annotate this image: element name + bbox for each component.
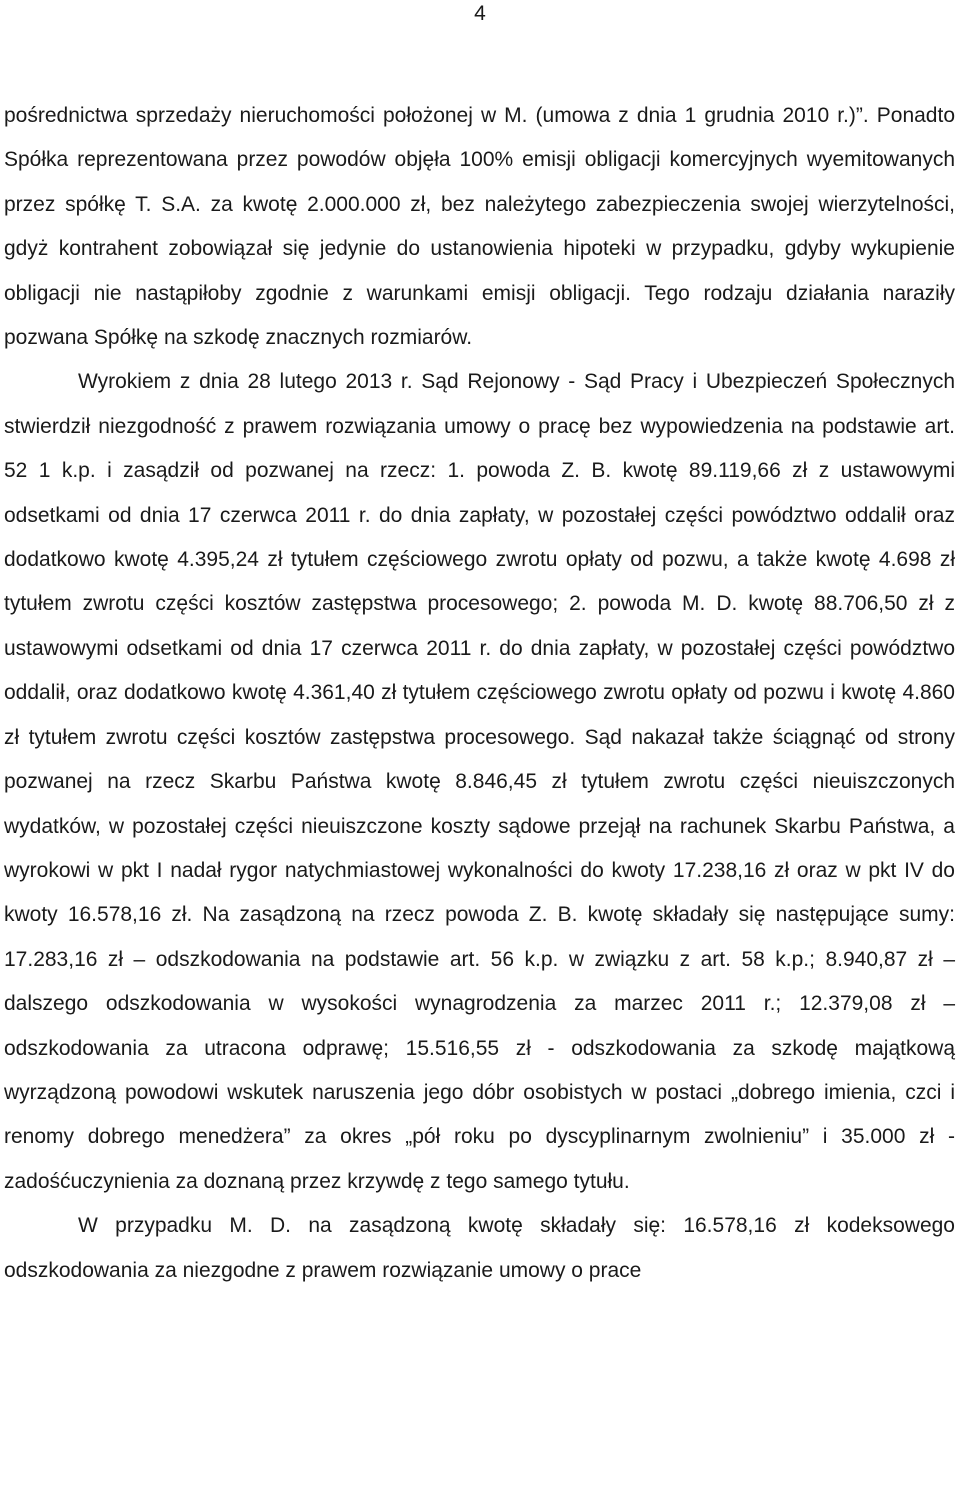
paragraph-judgment: Wyrokiem z dnia 28 lutego 2013 r. Sąd Rejonowy - Sąd Pracy i Ubezpieczeń Społecznych stwierdził niezgodność z prawem rozwiązania umowy o pracę bez wypowiedzenia na podstawie art. 52 1 k.p. i zasądził od pozwanej na rzecz: 1. powoda Z. B. kwotę 89.119,66 zł z ustawowymi odsetkami od dnia 17 czerwca 2011 r. do dnia zapłaty, w pozostałej części powództwo oddalił oraz dodatkowo kwotę 4.395,24 zł tytułem częściowego zwrotu opłaty od pozwu, a także kwotę 4.698 zł tytułem zwrotu części kosztów zastępstwa procesowego; 2. powoda M. D. kwotę 88.706,50 zł z ustawowymi odsetkami od dnia 17 czerwca 2011 r. do dnia zapłaty, w pozostałej części powództwo oddalił, oraz dodatkowo kwotę 4.361,40 zł tytułem częściowego zwrotu opłaty od pozwu i kwotę 4.860 zł tytułem zwrotu części kosztów zastępstwa procesowego. Sąd nakazał także ściągnąć od strony pozwanej na rzecz Skarbu Państwa kwotę 8.846,45 zł tytułem zwrotu części nieuiszczonych wydatków, w pozostałej części nieuiszczone koszty sądowe przejął na rachunek Skarbu Państwa, a wyrokowi w pkt I nadał rygor natychmiastowej wykonalności do kwoty 17.238,16 zł oraz w pkt IV do kwoty 16.578,16 zł. Na zasądzoną na rzecz powoda Z. B. kwotę składały się następujące sumy: 17.283,16 zł – odszkodowania na podstawie art. 56 k.p. w związku z art. 58 k.p.; 8.940,87 zł – dalszego odszkodowania w wysokości wynagrodzenia za marzec 2011 r.; 12.379,08 zł – odszkodowania za utracona odprawę; 15.516,55 zł - odszkodowania za szkodę majątkową wyrządzoną powodowi wskutek naruszenia jego dóbr osobistych w postaci „dobrego imienia, czci i renomy dobrego menedżera” za okres „pół roku po dyscyplinarnym zwolnieniu” i 35.000 zł - zadośćuczynienia za doznaną przez krzywdę z tego samego tytułu. [4, 370, 955, 1193]
paragraph-compensation: W przypadku M. D. na zasądzoną kwotę składały się: 16.578,16 zł kodeksowego odszkodowania za niezgodne z prawem rozwiązanie umowy o prace [4, 1214, 955, 1282]
paragraph-continuation: pośrednictwa sprzedaży nieruchomości położonej w M. (umowa z dnia 1 grudnia 2010 r.)”. Ponadto Spółka reprezentowana przez powodów objęła 100% emisji obligacji komercyjnych wyemitowanych przez spółkę T. S.A. za kwotę 2.000.000 zł, bez należytego zabezpieczenia swojej wierzytelności, gdyż kontrahent zobowiązał się jedynie do ustanowienia hipoteki w przypadku, gdyby wykupienie obligacji nie nastąpiłoby zgodnie z warunkami emisji obligacji. Tego rodzaju działania naraziły pozwana Spółkę na szkodę znacznych rozmiarów. [4, 104, 955, 350]
page-number: 4 [474, 2, 486, 25]
document-body [4, 94, 955, 1293]
